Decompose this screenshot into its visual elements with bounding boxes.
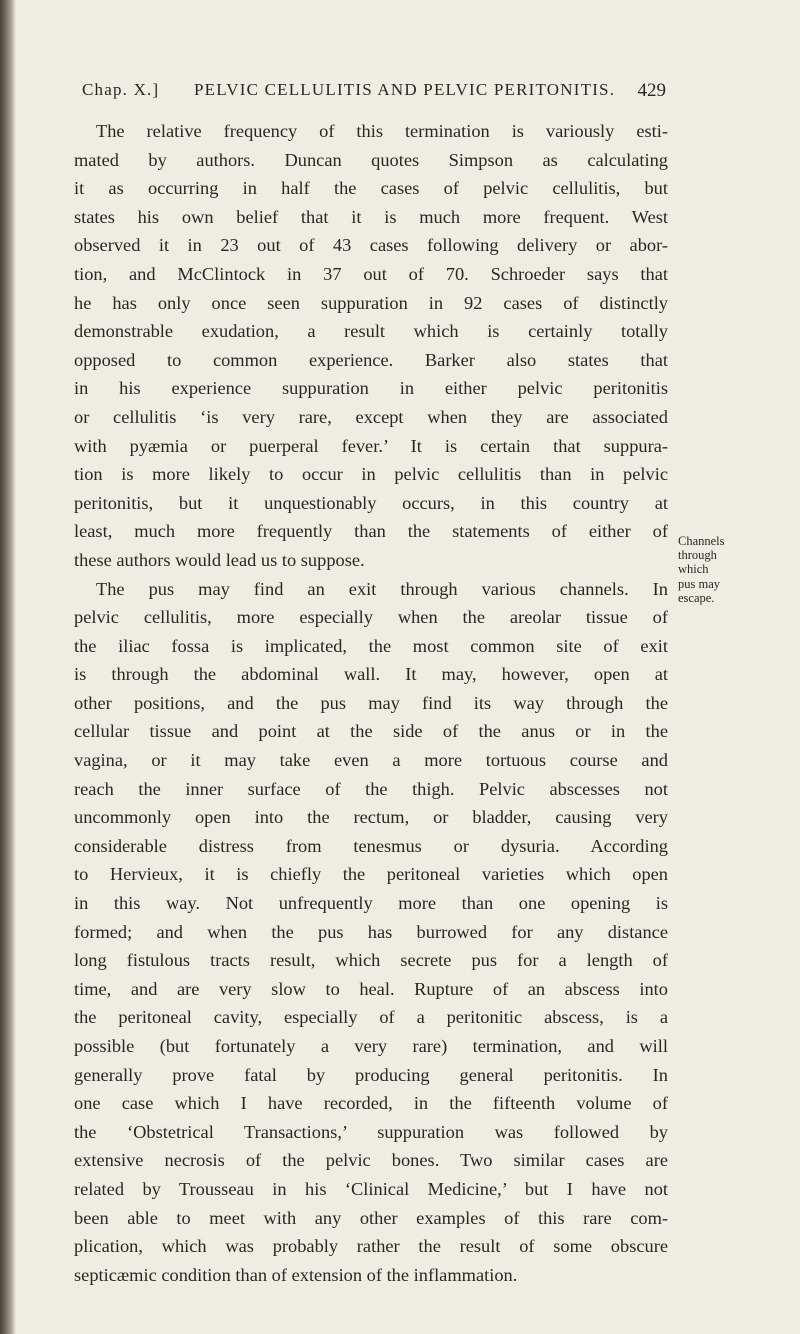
text-line: extensive necrosis of the pelvic bones. Two similar cases are xyxy=(74,1150,668,1171)
text-line: pelvic cellulitis, more especially when the areolar tissue of xyxy=(74,607,668,628)
text-line: reach the inner surface of the thigh. Pelvic abscesses not xyxy=(74,778,668,799)
text-line: states his own belief that it is much more frequent. West xyxy=(74,206,668,227)
text-line: in his experience suppuration in either pelvic peritonitis xyxy=(74,378,668,399)
text-line: the ‘Obstetrical Transactions,’ suppuration was followed by xyxy=(74,1121,668,1142)
margin-note-line: through xyxy=(678,548,717,563)
text-line: observed it in 23 out of 43 cases following delivery or abor- xyxy=(74,235,668,256)
margin-note-line: pus may xyxy=(678,576,721,591)
text-line: demonstrable exudation, a result which is certainly totally xyxy=(74,321,668,342)
text-line: time, and are very slow to heal. Rupture of an abscess into xyxy=(74,978,668,999)
text-line: to Hervieux, it is chiefly the peritoneal varieties which open xyxy=(74,864,668,885)
running-header xyxy=(82,80,666,106)
text-line: vagina, or it may take even a more tortuous course and xyxy=(74,750,668,771)
text-line: with pyæmia or puerperal fever.’ It is certain that suppura- xyxy=(74,435,668,456)
text-line: septicæmic condition than of extension of the inflammation. xyxy=(74,1264,518,1285)
text-line: one case which I have recorded, in the fifteenth volume of xyxy=(74,1093,668,1114)
text-line: considerable distress from tenesmus or dysuria. According xyxy=(74,835,668,856)
text-line: uncommonly open into the rectum, or bladder, causing very xyxy=(74,807,668,828)
page-number: 429 xyxy=(637,80,666,101)
text-line: or cellulitis ‘is very rare, except when they are associated xyxy=(74,406,668,427)
margin-note-line: which xyxy=(678,562,709,577)
text-line: opposed to common experience. Barker also states that xyxy=(74,349,668,370)
text-line: cellular tissue and point at the side of the anus or in the xyxy=(74,721,668,742)
text-line: generally prove fatal by producing general peritonitis. In xyxy=(74,1064,668,1085)
text-line: tion, and McClintock in 37 out of 70. Schroeder says that xyxy=(74,263,668,284)
text-line: the iliac fossa is implicated, the most common site of exit xyxy=(74,635,668,656)
text-line: mated by authors. Duncan quotes Simpson as calculating xyxy=(74,149,668,170)
text-line: related by Trousseau in his ‘Clinical Medicine,’ but I have not xyxy=(74,1178,668,1199)
body-text xyxy=(74,117,668,1289)
text-line: long fistulous tracts result, which secrete pus for a length of xyxy=(74,950,668,971)
text-line: tion is more likely to occur in pelvic cellulitis than in pelvic xyxy=(74,464,668,485)
text-line: it as occurring in half the cases of pelvic cellulitis, but xyxy=(74,178,668,199)
text-line: is through the abdominal wall. It may, however, open at xyxy=(74,664,668,685)
paragraph-frequency xyxy=(74,117,668,575)
text-line: the peritoneal cavity, especially of a peritonitic abscess, is a xyxy=(74,1007,668,1028)
chapter-label: Chap. X.] xyxy=(82,80,160,99)
text-line: least, much more frequently than the statements of either of xyxy=(74,521,668,542)
page-gutter-shadow xyxy=(0,0,16,1334)
text-line: possible (but fortunately a very rare) termination, and will xyxy=(74,1036,668,1056)
margin-note-line: Channels xyxy=(678,534,725,548)
text-line: in this way. Not unfrequently more than one opening is xyxy=(74,893,668,914)
text-line: other positions, and the pus may find its way through the xyxy=(74,692,668,713)
running-title: PELVIC CELLULITIS AND PELVIC PERITONITIS. xyxy=(194,80,616,99)
text-line: plication, which was probably rather the result of some obscure xyxy=(74,1236,668,1257)
text-line: he has only once seen suppuration in 92 cases of distinctly xyxy=(74,292,668,313)
paragraph-channels xyxy=(74,575,668,1290)
text-line: these authors would lead us to suppose. xyxy=(74,549,365,570)
text-line: The relative frequency of this termination is variously esti- xyxy=(96,121,668,141)
margin-note-line: escape. xyxy=(678,590,715,605)
text-line: formed; and when the pus has burrowed for any distance xyxy=(74,921,668,942)
text-line: been able to meet with any other examples of this rare com- xyxy=(74,1207,668,1228)
margin-note xyxy=(678,534,750,605)
text-line: The pus may find an exit through various channels. In xyxy=(96,578,668,599)
text-line: peritonitis, but it unquestionably occurs, in this country at xyxy=(74,492,668,513)
